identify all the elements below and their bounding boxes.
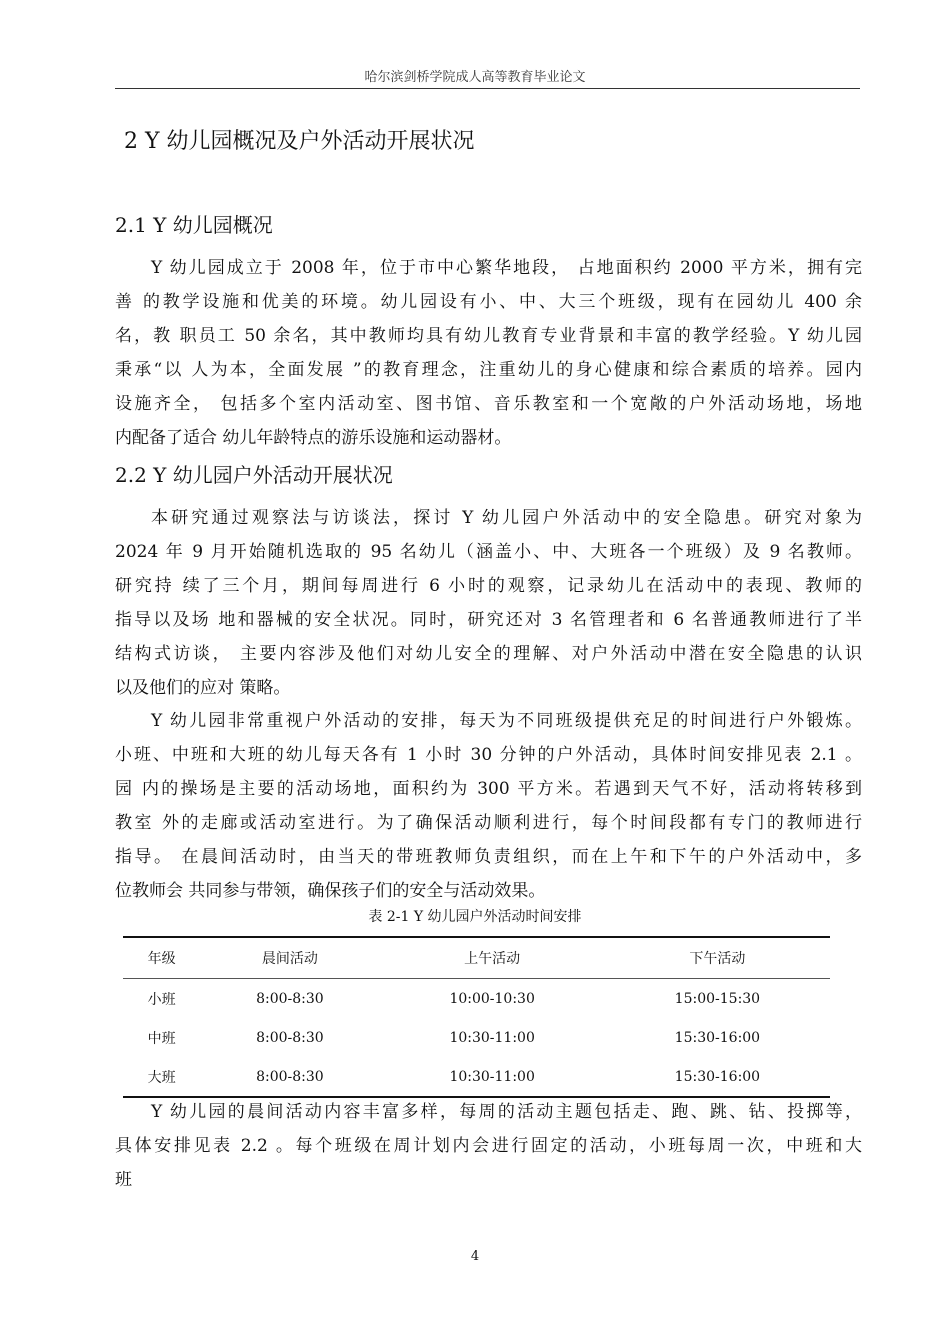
- table-caption: 表 2-1 Y 幼儿园户外活动时间安排: [368, 909, 582, 925]
- table-cell: 8:00-8:30: [256, 1029, 324, 1046]
- text-line: 具体安排见表 2.2 。每个班级在周计划内会进行固定的活动，小班每周一次，中班和大: [115, 1136, 862, 1156]
- text-line: Y 幼儿园的晨间活动内容丰富多样，每周的活动主题包括走、跑、跳、钻、投掷等，: [151, 1102, 862, 1122]
- section-2-1-paragraph: [115, 251, 862, 455]
- section-2-2-paragraph-2: [115, 704, 862, 908]
- text-line: 小班、中班和大班的幼儿每天各有 1 小时 30 分钟的户外活动，具体时间安排见表 2.1 。: [115, 745, 862, 765]
- header-cell: 年级: [123, 937, 200, 979]
- text-line: 名，教 职员工 50 余名，其中教师均具有幼儿教育专业背景和丰富的教学经验。Y 幼儿园: [115, 326, 862, 346]
- text-line: 指导以及场 地和器械的安全状况。同时，研究还对 3 名管理者和 6 名普通教师进行了半: [115, 610, 862, 630]
- text-line: 内配备了适合 幼儿年龄特点的游乐设施和运动器材。: [115, 428, 512, 448]
- table-row: [123, 979, 830, 1019]
- header-divider: [115, 88, 860, 89]
- text-line: 位教师会 共同参与带领，确保孩子们的安全与活动效果。: [115, 881, 546, 901]
- text-line: 本研究通过观察法与访谈法，探讨 Y 幼儿园户外活动中的安全隐患。研究对象为: [151, 508, 862, 528]
- chapter-title: 2 Y 幼儿园概况及户外活动开展状况: [124, 129, 475, 154]
- text-line: 2024 年 9 月开始随机选取的 95 名幼儿（涵盖小、中、大班各一个班级）及 9 名教师。: [115, 542, 862, 562]
- schedule-table: [123, 936, 830, 1098]
- table-cell: 15:30-16:00: [674, 1068, 761, 1085]
- text-line: Y 幼儿园非常重视户外活动的安排，每天为不同班级提供充足的时间进行户外锻炼。: [151, 711, 862, 731]
- running-header: 哈尔滨剑桥学院成人高等教育毕业论文: [364, 70, 586, 85]
- text-line: Y 幼儿园成立于 2008 年，位于市中心繁华地段， 占地面积约 2000 平方米，拥有完: [151, 258, 862, 278]
- header-cell: 下午活动: [605, 937, 830, 979]
- table-cell: 15:00-15:30: [674, 990, 761, 1007]
- text-line: 园 内的操场是主要的活动场地，面积约为 300 平方米。若遇到天气不好，活动将转移到: [115, 779, 862, 799]
- text-line: 研究持 续了三个月，期间每周进行 6 小时的观察，记录幼儿在活动中的表现、教师的: [115, 576, 862, 596]
- table-row: [123, 1057, 830, 1097]
- table-cell: 10:30-11:00: [449, 1068, 535, 1085]
- text-line: 以及他们的应对 策略。: [115, 678, 291, 698]
- text-line: 结构式访谈， 主要内容涉及他们对幼儿安全的理解、对户外活动中潜在安全隐患的认识: [115, 644, 862, 664]
- table-cell: 中班: [147, 1030, 176, 1047]
- section-2-2-paragraph-1: [115, 501, 862, 705]
- header-cell: 上午活动: [380, 937, 605, 979]
- text-line: 指导。 在晨间活动时，由当天的带班教师负责组织，而在上午和下午的户外活动中，多: [115, 847, 862, 867]
- table-cell: 10:30-11:00: [449, 1029, 535, 1046]
- page-number: 4: [470, 1249, 480, 1264]
- table-cell: 8:00-8:30: [256, 1068, 324, 1085]
- text-line: 秉承“以 人为本，全面发展 ”的教育理念，注重幼儿的身心健康和综合素质的培养。园内: [115, 360, 862, 380]
- section-2-1-title: 2.1 Y 幼儿园概况: [115, 213, 273, 237]
- text-line: 设施齐全， 包括多个室内活动室、图书馆、音乐教室和一个宽敞的户外活动场地，场地: [115, 394, 862, 414]
- table-cell: 小班: [147, 991, 176, 1008]
- table-cell: 大班: [147, 1069, 176, 1086]
- table-cell: 10:00-10:30: [449, 990, 535, 1007]
- section-2-2-paragraph-3: [115, 1095, 862, 1197]
- header-cell: 晨间活动: [200, 937, 379, 979]
- table-row: [123, 1018, 830, 1057]
- table-cell: 15:30-16:00: [674, 1029, 761, 1046]
- text-line: 教室 外的走廊或活动室进行。为了确保活动顺利进行，每个时间段都有专门的教师进行: [115, 813, 862, 833]
- table-cell: 8:00-8:30: [256, 990, 324, 1007]
- text-line: 班: [115, 1170, 132, 1190]
- text-line: 善 的教学设施和优美的环境。幼儿园设有小、中、大三个班级，现有在园幼儿 400 余: [115, 292, 862, 312]
- table-header-row: [123, 937, 830, 979]
- section-2-2-title: 2.2 Y 幼儿园户外活动开展状况: [115, 463, 393, 487]
